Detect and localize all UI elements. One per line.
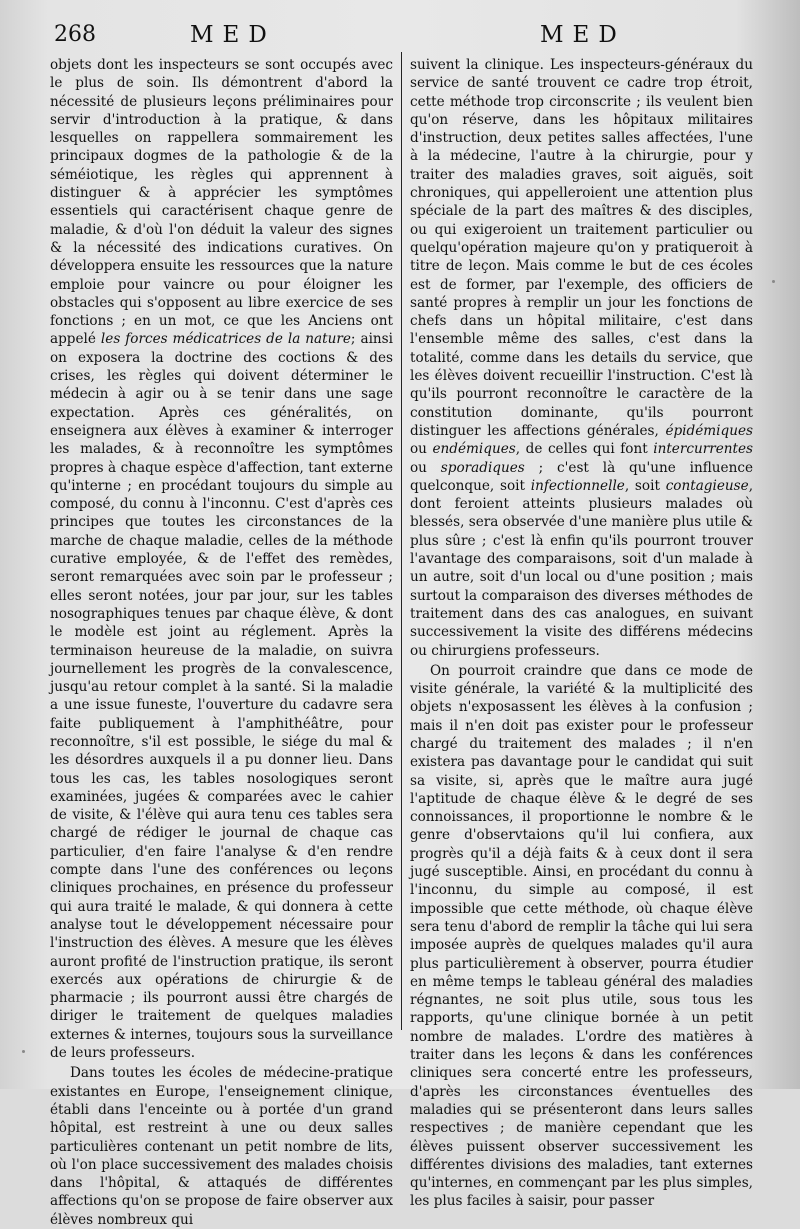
right-column bbox=[410, 56, 753, 1211]
page-header bbox=[0, 22, 800, 52]
right-paragraph-2: On pourroit craindre que dans ce mode de visite générale, la variété & la multiplicité des objets n'exposassent les élèves à la confusion ; mais il n'en doit pas exister pour le professeur chargé du traitement des malades ; il n'en existera pas davantage pour le candidat qui suit sa visite, si, après que le maître aura jugé l'aptitude de chaque élève & le degré de ses connoissances, il proportionne le nombre & le genre d'observtaions qu'il lui confiera, aux progrès qu'il a déjà faits & à ceux dont il sera jugé susceptible. Ainsi, en procédant du connu à l'inconnu, du simple au composé, il est impossible que cette méthode, où chaque élève sera tenu d'abord de remplir la tâche qui lui sera imposée auprès de quelques malades qu'il aura plus particulièrement à observer, pourra étudier en même temps le tableau général des maladies régnantes, ne soit plus utile, sous tous les rapports, qu'une clinique bornée à un petit nombre de malades. L'ordre des matières à traiter dans les leçons & dans les conférences cliniques sera concerté entre les professeurs, d'après les circonstances éventuelles des maladies qui se présenteront dans leurs salles respectives ; de manière cependant que les élèves puissent observer successivement les différentes divisions des maladies, tant externes qu'internes, en commençant par les plus simples, les plus faciles à saisir, pour passer bbox=[410, 662, 753, 1210]
italic-sporadiques: sporadiques bbox=[440, 459, 525, 476]
left-p1-rest: ; ainsi on exposera la doctrine des coctions & des crises, les règles qui doivent déterminer le médecin à agir ou à se tenir dans une sage expectation. Après ces généralités, on enseignera aux élèves à examiner & interroger les malades, & à reconnoître les symptômes propres à chaque espèce d'affection, tant externe qu'interne ; en procédant toujours du simple au composé, du connu à l'inconnu. C'est d'après ces principes que toutes les circonstances de la marche de chaque maladie, celles de la méthode curative employée, & de l'effet des remèdes, seront remarquées avec soin par le professeur ; elles seront notées, jour par jour, sur les tables nosographiques tenues par chaque élève, & dont le modèle est joint au réglement. Après la terminaison heureuse de la maladie, on suivra journellement les progrès de la convalescence, jusqu'au retour complet à la santé. Si la maladie a une issue funeste, l'ouverture du cadavre sera faite publiquement à l'amphithéâtre, pour reconnoître, s'il est possible, le siége du mal & les désordres auxquels il a pu donner lieu. Dans tous les cas, les tables nosologiques seront examinées, jugées & comparées avec le cahier de visite, & l'élève qui aura tenu ces tables sera chargé de rédiger le journal de chaque cas particulier, d'en faire l'analyse & d'en rendre compte dans l'une des conférences ou leçons cliniques prochaines, en présence du professeur qui aura traité le malade, & qui donnera à cette analyse tout le développement nécessaire pour l'instruction des élèves. A mesure que les élèves auront profité de l'instruction pratique, ils seront exercés aux opérations de chirurgie & de pharmacie ; ils pourront aussi être chargés de diriger le traitement de quelques maladies externes & internes, toujours sous la surveillance de leurs professeurs. bbox=[50, 331, 393, 1062]
italic-infectionnelle: infectionnelle bbox=[530, 477, 625, 494]
italic-intercurrentes: intercurrentes bbox=[653, 441, 753, 458]
italic-endemiques: endémiques bbox=[432, 441, 516, 458]
paper-speck bbox=[772, 280, 775, 283]
right-p1-t3: ou bbox=[410, 459, 441, 476]
right-p1-text-a: suivent la clinique. Les inspecteurs-généraux du service de santé trouvent ce cadre trop étroit, cette méthode trop circonscrite ; ils veulent bien qu'on réserve, dans les hôpitaux militaires d'instruction, deux petites salles affectées, l'une à la médecine, l'autre à la chirurgie, pour y traiter des maladies graves, soit aiguës, soit chroniques, qui appelleroient une attention plus spéciale de la part des maîtres & des disciples, ou qui exigeroient un traitement particulier ou quelqu'opération majeure qu'on y pratiqueroit à titre de leçon. Mais comme le but de ces écoles est de former, par l'exemple, des officiers de santé propres à remplir un jour les fonctions de chefs dans un hôpital militaire, c'est dans l'ensemble même des salles, c'est dans la totalité, comme dans les details du service, que les élèves doivent recueillir l'instruction. C'est là qu'ils pourront reconnoître le caractère de la constitution dominante, qu'ils pourront distinguer les affections générales, bbox=[410, 57, 753, 439]
left-p1-text: objets dont les inspecteurs se sont occupés avec le plus de soin. Ils démontrent d'abord la nécessité de plusieurs leçons préliminaires pour servir d'introduction à la pratique, & dans lesquelles on rappellera sommairement les principaux dogmes de la pathologie & de la séméiotique, les règles qui apprennent à distinguer & à apprécier les symptômes essentiels qui caractérisent chaque genre de maladie, & d'où l'on déduit la valeur des signes & la nécessité des indications curatives. On développera ensuite les ressources que la nature emploie pour vaincre ou pour éloigner les obstacles qui s'opposent au libre exercice de ses fonctions ; en un mot, ce que les Anciens ont appelé bbox=[50, 57, 393, 348]
right-p1-text-b: , dont feroient atteints plusieurs malades où blessés, sera observée d'une manière plus utile & plus sûre ; c'est là enfin qu'ils pourront trouver l'avantage des comparaisons, soit d'un malade à un autre, soit d'un local ou d'une position ; mais surtout la comparaison des diverses méthodes de traitement dans des cas analogues, en suivant successivement la visite des différens médecins ou chirurgiens professeurs. bbox=[410, 477, 754, 659]
left-paragraph-2: Dans toutes les écoles de médecine-pratique existantes en Europe, l'enseignement clinique, établi dans l'enceinte ou à portée d'un grand hôpital, est restreint à une ou deux salles particulières contenant un petit nombre de lits, où l'on place successivement des malades choisis dans l'hôpital, & attaqués de différentes affections qu'on se propose de faire observer aux élèves nombreux qui bbox=[50, 1065, 393, 1228]
right-p1-t2: , de celles qui font bbox=[515, 441, 654, 458]
right-paragraph-1 bbox=[410, 56, 753, 660]
left-column bbox=[50, 56, 393, 1229]
running-head-left: MED bbox=[190, 22, 276, 48]
right-p1-t1: ou bbox=[410, 441, 433, 458]
paper-speck bbox=[22, 1050, 25, 1053]
page-number: 268 bbox=[54, 22, 96, 47]
right-p1-t4: ; c'est là qu'une influence quelconque, soit bbox=[410, 459, 753, 494]
column-divider bbox=[401, 52, 402, 1030]
italic-contagieuse: contagieuse bbox=[665, 477, 749, 494]
left-paragraph-1 bbox=[50, 56, 393, 1062]
left-p1-italic: les forces médicatrices de la nature bbox=[100, 331, 351, 348]
running-head-right: MED bbox=[540, 22, 626, 48]
right-p1-t5: , soit bbox=[624, 477, 666, 494]
italic-epidemiques: épidémiques bbox=[665, 422, 753, 439]
